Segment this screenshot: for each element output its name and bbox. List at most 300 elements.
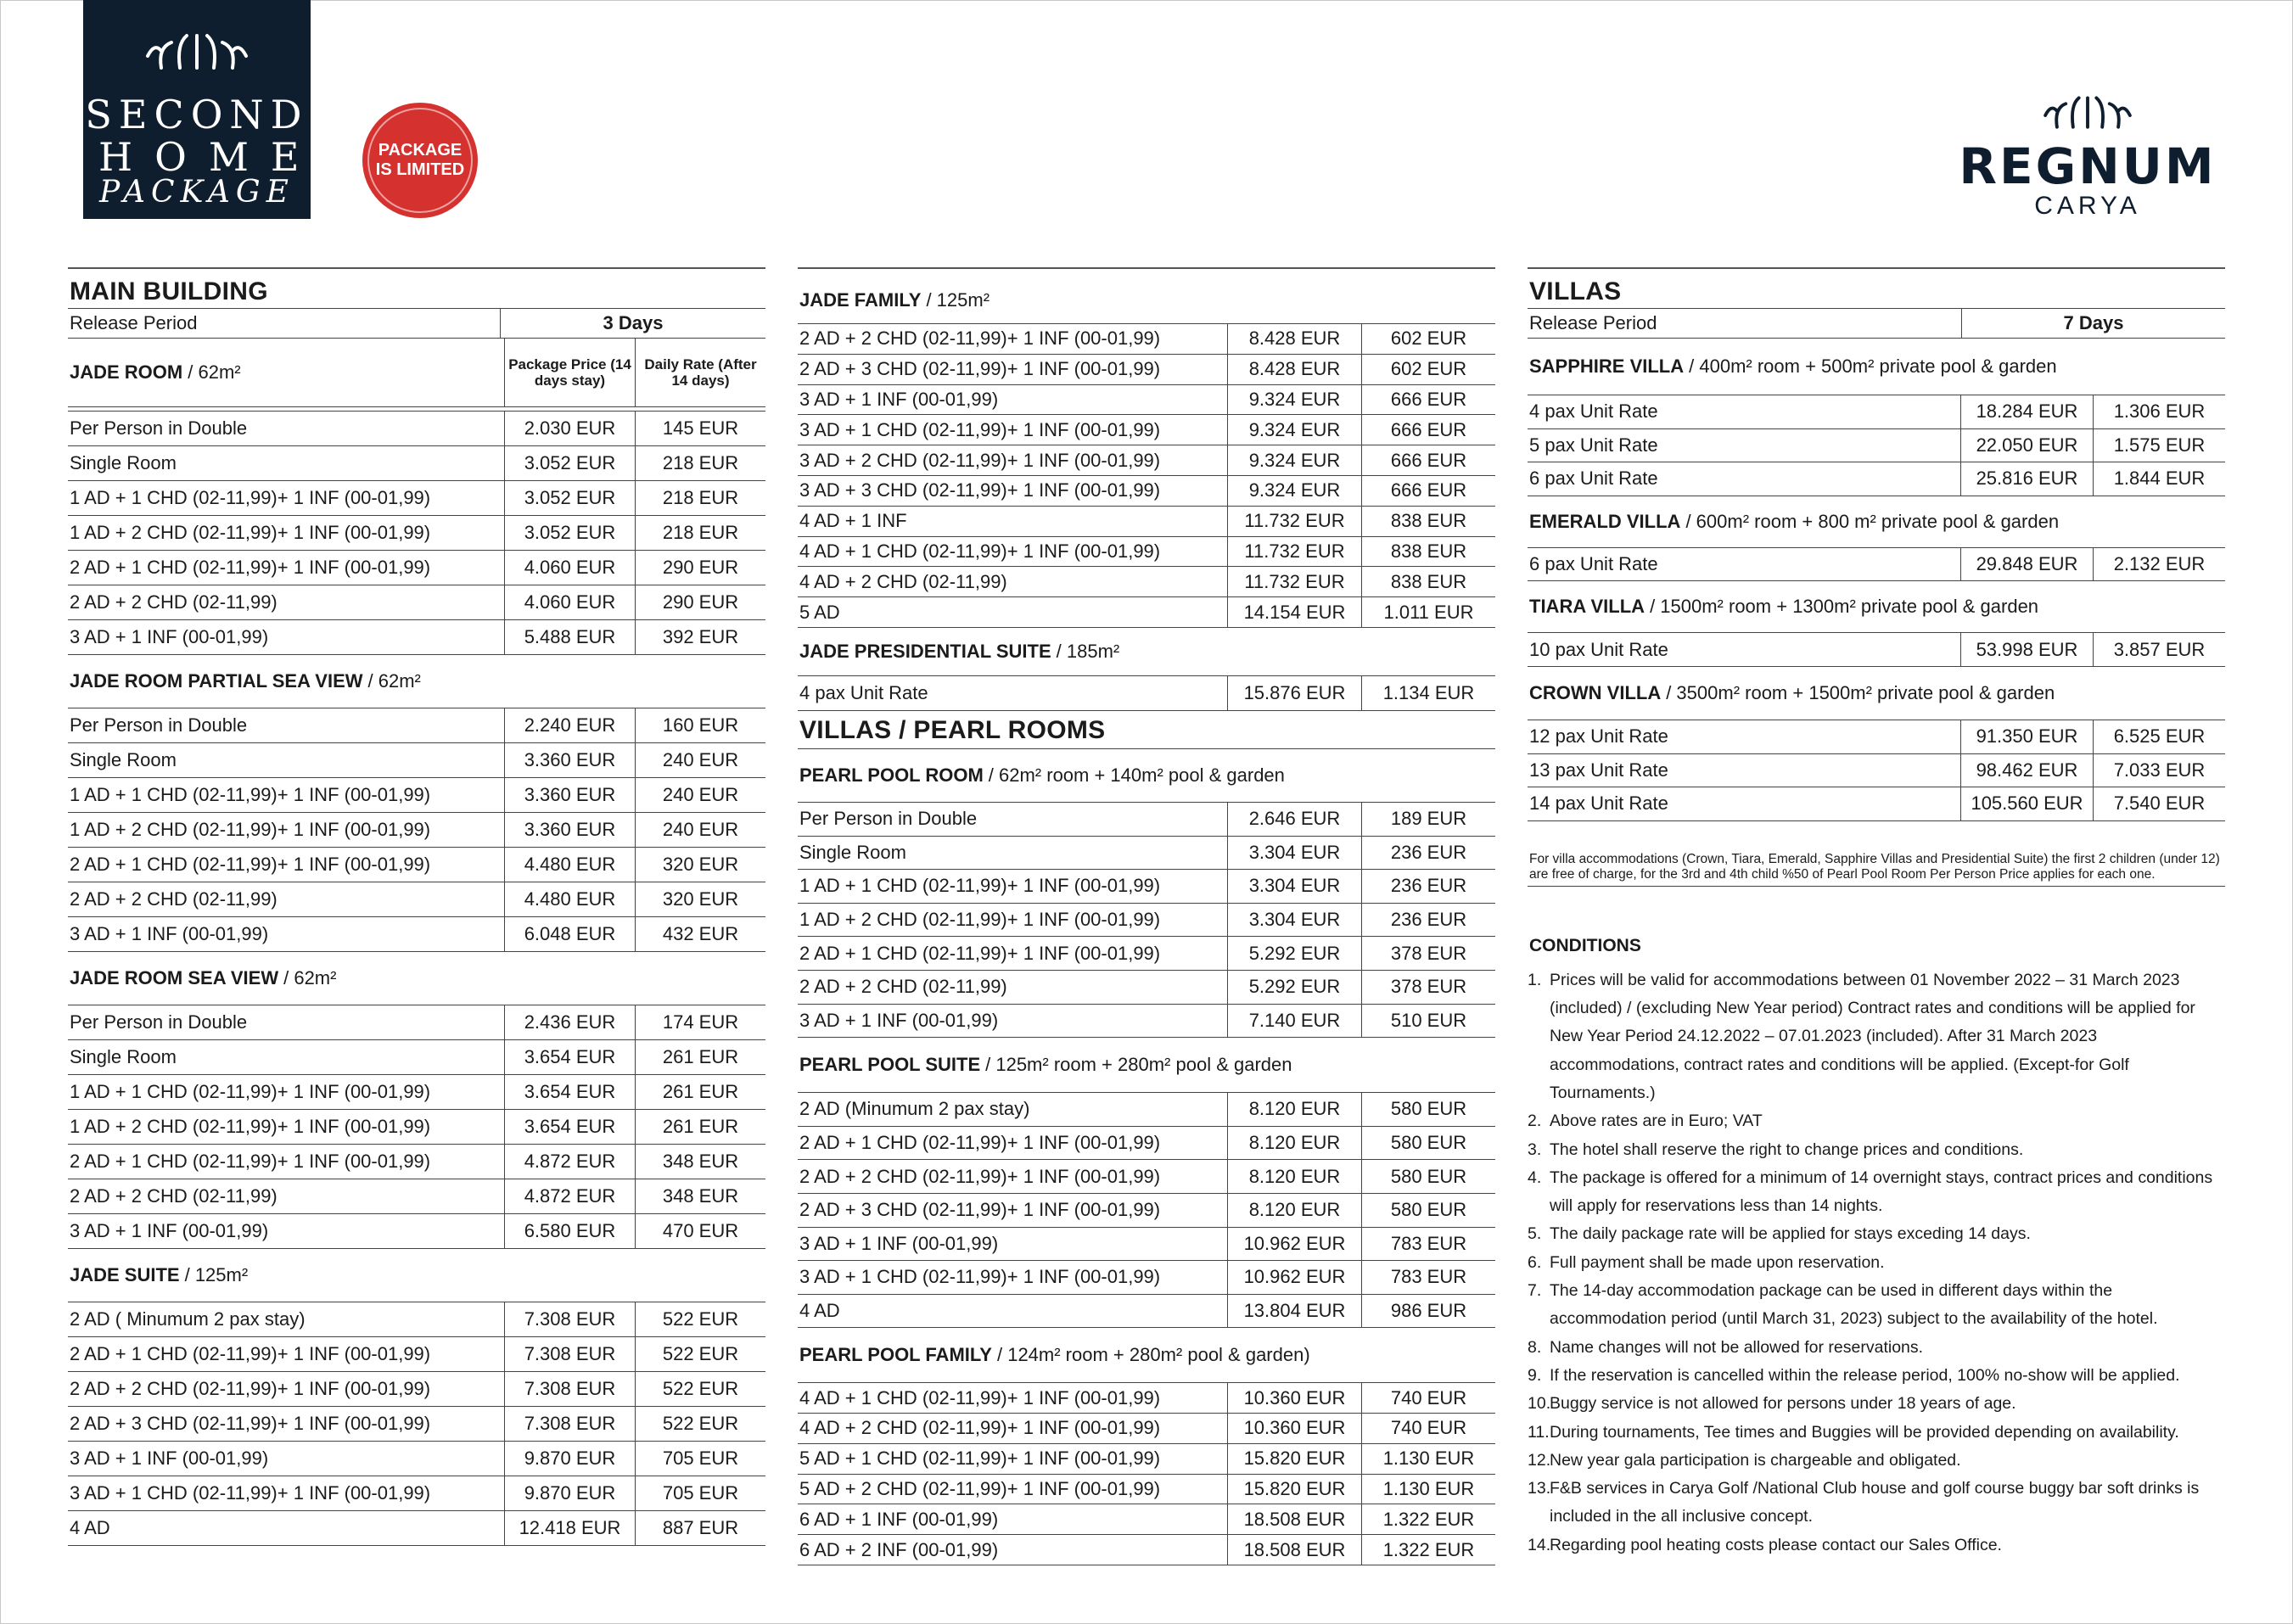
condition-item: 13.F&B services in Carya Golf /National Club house and golf course buggy bar soft drinks is included in the all inclusive concept. xyxy=(1528,1479,2200,1526)
table-row xyxy=(1528,633,2225,667)
package-price-cell: 9.324 EUR xyxy=(1228,445,1362,476)
package-price-cell: 13.804 EUR xyxy=(1228,1294,1362,1328)
table-row xyxy=(68,516,765,551)
daily-rate-cell: 705 EUR xyxy=(636,1442,766,1476)
occupancy-cell: 1 AD + 2 CHD (02-11,99)+ 1 INF (00-01,99) xyxy=(68,1110,505,1145)
package-price-cell: 7.308 EUR xyxy=(505,1337,636,1372)
occupancy-cell: 4 AD + 2 CHD (02-11,99)+ 1 INF (00-01,99) xyxy=(798,1414,1228,1444)
daily-rate-cell: 145 EUR xyxy=(636,412,766,446)
occupancy-cell: 10 pax Unit Rate xyxy=(1528,633,1961,667)
second-home-logo xyxy=(83,0,322,219)
note-text: For villa accommodations (Crown, Tiara, Emerald, Sapphire Villas and Presidential Suite) the first 2 children (under 12) are free of charge, for the 3rd and 4th child %50 of Pearl Pool Room Per Person Price applies for each one. xyxy=(1529,851,2220,882)
package-price-cell: 9.324 EUR xyxy=(1228,415,1362,445)
crown-heading xyxy=(1528,667,2225,720)
table-row xyxy=(798,1093,1495,1127)
condition-text: Prices will be valid for accommodations between 01 November 2022 – 31 March 2023 (included) / (excluding New Year period) Contract rates and conditions will be applied for New Year Period 24.12.2022 – 07.01.2023 (included). After 31 March 2023 accommodations, contract rates and conditions will be applied. (Except-for Golf Tournaments.) xyxy=(1550,970,2195,1102)
daily-rate-cell: 378 EUR xyxy=(1362,937,1496,971)
occupancy-cell: Per Person in Double xyxy=(68,1005,505,1040)
table-row xyxy=(68,620,765,655)
room-type-name: JADE ROOM xyxy=(70,361,183,383)
daily-rate-cell: 522 EUR xyxy=(636,1302,766,1337)
daily-rate-cell: 740 EUR xyxy=(1362,1414,1496,1444)
condition-text: Name changes will not be allowed for reservations. xyxy=(1550,1337,1924,1357)
occupancy-cell: Per Person in Double xyxy=(68,708,505,743)
room-type-name: JADE SUITE xyxy=(70,1264,180,1285)
daily-rate-cell: 602 EUR xyxy=(1362,324,1496,355)
tiara-table xyxy=(1528,632,2225,667)
jade-suite-table xyxy=(68,1302,765,1546)
occupancy-cell: 2 AD + 2 CHD (02-11,99)+ 1 INF (00-01,99) xyxy=(798,1160,1228,1194)
table-row xyxy=(68,1442,765,1476)
villa-children-note xyxy=(1528,821,2225,887)
jade-family-heading xyxy=(798,269,1495,323)
occupancy-cell: Per Person in Double xyxy=(798,802,1228,836)
occupancy-cell: 4 pax Unit Rate xyxy=(1528,395,1961,429)
pearl-pool-family-table xyxy=(798,1382,1495,1565)
package-price-cell: 4.480 EUR xyxy=(505,882,636,917)
condition-item: 4. The package is offered for a minimum of 14 overnight stays, contract prices and conditions will apply for reservations less than 14 nights. xyxy=(1528,1168,2213,1216)
package-price-cell: 22.050 EUR xyxy=(1961,428,2094,462)
daily-rate-cell: 580 EUR xyxy=(1362,1193,1496,1227)
occupancy-cell: 4 AD xyxy=(68,1511,505,1546)
package-price-cell: 8.428 EUR xyxy=(1228,324,1362,355)
package-price-cell: 98.462 EUR xyxy=(1961,753,2094,787)
package-price-cell: 14.154 EUR xyxy=(1228,597,1362,628)
table-row xyxy=(798,1443,1495,1474)
occupancy-cell: Single Room xyxy=(68,446,505,481)
occupancy-cell: 3 AD + 1 INF (00-01,99) xyxy=(68,917,505,952)
jade-partial-heading xyxy=(68,655,765,708)
table-row xyxy=(798,415,1495,445)
condition-item: 14.Regarding pool heating costs please contact our Sales Office. xyxy=(1528,1535,2002,1554)
occupancy-cell: 2 AD + 2 CHD (02-11,99) xyxy=(68,1179,505,1214)
table-row xyxy=(1528,428,2225,462)
daily-rate-cell: 290 EUR xyxy=(636,551,766,585)
villas-column xyxy=(1528,267,2225,1560)
daily-rate-cell: 261 EUR xyxy=(636,1110,766,1145)
daily-rate-cell: 522 EUR xyxy=(636,1337,766,1372)
daily-rate-cell: 470 EUR xyxy=(636,1214,766,1249)
package-price-cell: 105.560 EUR xyxy=(1961,787,2094,821)
table-row xyxy=(68,917,765,952)
room-type-size: / 185m² xyxy=(1056,640,1120,662)
table-row xyxy=(798,836,1495,870)
col-package-price: Package Price (14 days stay) xyxy=(505,339,636,407)
table-row xyxy=(68,813,765,848)
daily-rate-cell: 783 EUR xyxy=(1362,1261,1496,1295)
daily-rate-cell: 522 EUR xyxy=(636,1407,766,1442)
table-row xyxy=(68,1407,765,1442)
occupancy-cell: 4 AD xyxy=(798,1294,1228,1328)
table-row xyxy=(798,1004,1495,1038)
daily-rate-cell: 838 EUR xyxy=(1362,536,1496,567)
table-row xyxy=(1528,395,2225,429)
occupancy-cell: 2 AD + 3 CHD (02-11,99)+ 1 INF (00-01,99) xyxy=(68,1407,505,1442)
daily-rate-cell: 1.322 EUR xyxy=(1362,1535,1496,1565)
package-price-cell: 9.324 EUR xyxy=(1228,475,1362,506)
room-type-size: / 124m² room + 280m² pool & garden) xyxy=(996,1344,1310,1366)
brand-crown-icon xyxy=(2041,93,2134,137)
table-row xyxy=(798,870,1495,904)
table-row xyxy=(798,597,1495,628)
daily-rate-cell: 838 EUR xyxy=(1362,567,1496,597)
condition-item: 6. Full payment shall be made upon reservation. xyxy=(1528,1252,1885,1272)
pearl-pool-room-heading xyxy=(798,749,1495,802)
package-price-cell: 6.048 EUR xyxy=(505,917,636,952)
table-row xyxy=(798,1261,1495,1295)
room-type-name: SAPPHIRE VILLA xyxy=(1529,356,1685,377)
package-price-cell: 7.140 EUR xyxy=(1228,1004,1362,1038)
jade-room-header xyxy=(68,339,765,407)
occupancy-cell: 2 AD + 2 CHD (02-11,99) xyxy=(68,882,505,917)
daily-rate-cell: 666 EUR xyxy=(1362,384,1496,415)
package-price-cell: 7.308 EUR xyxy=(505,1302,636,1337)
table-row xyxy=(68,1511,765,1546)
room-type-size: / 125m² xyxy=(184,1264,249,1285)
room-type-name: PEARL POOL ROOM xyxy=(799,764,984,786)
table-row xyxy=(798,445,1495,476)
logo-line-1: SECOND xyxy=(85,92,309,137)
table-row xyxy=(1528,753,2225,787)
daily-rate-cell: 261 EUR xyxy=(636,1040,766,1075)
daily-rate-cell: 218 EUR xyxy=(636,516,766,551)
table-row xyxy=(798,384,1495,415)
condition-text: New year gala participation is chargeable and obligated. xyxy=(1550,1450,1961,1470)
table-row xyxy=(798,1294,1495,1328)
room-type-size: / 62m² room + 140m² pool & garden xyxy=(988,764,1285,786)
occupancy-cell: 4 AD + 1 CHD (02-11,99)+ 1 INF (00-01,99) xyxy=(798,1383,1228,1414)
room-type-size: / 62m² xyxy=(367,670,421,692)
package-price-cell: 18.508 EUR xyxy=(1228,1535,1362,1565)
condition-item: 3. The hotel shall reserve the right to change prices and conditions. xyxy=(1528,1140,2024,1159)
daily-rate-cell: 740 EUR xyxy=(1362,1383,1496,1414)
logo-line-3: PACKAGE xyxy=(99,175,294,210)
table-row xyxy=(798,937,1495,971)
daily-rate-cell: 320 EUR xyxy=(636,882,766,917)
condition-text: During tournaments, Tee times and Buggies will be provided depending on availability. xyxy=(1550,1422,2179,1442)
daily-rate-cell: 666 EUR xyxy=(1362,445,1496,476)
condition-text: Buggy service is not allowed for persons under 18 years of age. xyxy=(1550,1394,2016,1414)
occupancy-cell: 2 AD + 1 CHD (02-11,99)+ 1 INF (00-01,99) xyxy=(798,1126,1228,1160)
occupancy-cell: 3 AD + 1 CHD (02-11,99)+ 1 INF (00-01,99) xyxy=(798,1261,1228,1295)
occupancy-cell: 4 pax Unit Rate xyxy=(798,675,1228,710)
daily-rate-cell: 2.132 EUR xyxy=(2094,547,2226,581)
pearl-pool-family-heading xyxy=(798,1328,1495,1382)
table-row xyxy=(798,1126,1495,1160)
emerald-table xyxy=(1528,547,2225,582)
occupancy-cell: 5 AD xyxy=(798,597,1228,628)
occupancy-cell: 3 AD + 1 INF (00-01,99) xyxy=(798,1004,1228,1038)
package-price-cell: 10.962 EUR xyxy=(1228,1261,1362,1295)
occupancy-cell: 12 pax Unit Rate xyxy=(1528,720,1961,753)
occupancy-cell: 1 AD + 2 CHD (02-11,99)+ 1 INF (00-01,99) xyxy=(798,903,1228,937)
daily-rate-cell: 838 EUR xyxy=(1362,506,1496,536)
pearl-pool-suite-table xyxy=(798,1092,1495,1328)
condition-text: The daily package rate will be applied for stays exceding 14 days. xyxy=(1550,1224,2031,1244)
package-price-cell: 3.654 EUR xyxy=(505,1075,636,1110)
occupancy-cell: 4 AD + 1 CHD (02-11,99)+ 1 INF (00-01,99) xyxy=(798,536,1228,567)
condition-text: Above rates are in Euro; VAT xyxy=(1550,1112,1763,1131)
table-row xyxy=(68,1075,765,1110)
sapphire-heading xyxy=(1528,339,2225,395)
daily-rate-cell: 236 EUR xyxy=(1362,903,1496,937)
occupancy-cell: 4 AD + 1 INF xyxy=(798,506,1228,536)
room-type-size: / 400m² room + 500m² private pool & garden xyxy=(1689,356,2057,377)
occupancy-cell: 14 pax Unit Rate xyxy=(1528,787,1961,821)
package-price-cell: 11.732 EUR xyxy=(1228,567,1362,597)
daily-rate-cell: 1.575 EUR xyxy=(2094,428,2226,462)
daily-rate-cell: 6.525 EUR xyxy=(2094,720,2226,753)
villas-pearl-title: VILLAS / PEARL ROOMS xyxy=(799,715,1106,744)
table-row xyxy=(68,551,765,585)
conditions-title: CONDITIONS xyxy=(1529,935,1641,955)
table-row xyxy=(798,475,1495,506)
daily-rate-cell: 290 EUR xyxy=(636,585,766,620)
daily-rate-cell: 320 EUR xyxy=(636,848,766,882)
package-price-cell: 15.820 EUR xyxy=(1228,1443,1362,1474)
daily-rate-cell: 522 EUR xyxy=(636,1372,766,1407)
occupancy-cell: 5 AD + 2 CHD (02-11,99)+ 1 INF (00-01,99) xyxy=(798,1474,1228,1504)
table-row xyxy=(68,481,765,516)
table-row xyxy=(68,743,765,778)
occupancy-cell: 3 AD + 1 INF (00-01,99) xyxy=(798,1227,1228,1261)
daily-rate-cell: 348 EUR xyxy=(636,1145,766,1179)
package-price-cell: 2.646 EUR xyxy=(1228,802,1362,836)
table-row xyxy=(1528,462,2225,496)
table-row xyxy=(798,802,1495,836)
package-price-cell: 12.418 EUR xyxy=(505,1511,636,1546)
table-row xyxy=(68,882,765,917)
package-price-cell: 10.360 EUR xyxy=(1228,1414,1362,1444)
crown-table xyxy=(1528,720,2225,821)
daily-rate-cell: 240 EUR xyxy=(636,778,766,813)
occupancy-cell: Single Room xyxy=(798,836,1228,870)
occupancy-cell: 3 AD + 2 CHD (02-11,99)+ 1 INF (00-01,99) xyxy=(798,445,1228,476)
condition-text: The 14-day accommodation package can be used in different days within the accommodation period (until March 31, 2023) subject to the availability of the hotel. xyxy=(1550,1281,2158,1329)
occupancy-cell: 2 AD + 1 CHD (02-11,99)+ 1 INF (00-01,99) xyxy=(68,551,505,585)
condition-item: 5. The daily package rate will be applied for stays exceding 14 days. xyxy=(1528,1224,2031,1244)
occupancy-cell: 1 AD + 1 CHD (02-11,99)+ 1 INF (00-01,99) xyxy=(798,870,1228,904)
occupancy-cell: 2 AD + 1 CHD (02-11,99)+ 1 INF (00-01,99) xyxy=(798,937,1228,971)
package-price-cell: 10.962 EUR xyxy=(1228,1227,1362,1261)
occupancy-cell: 6 AD + 1 INF (00-01,99) xyxy=(798,1504,1228,1535)
jade-suite-heading xyxy=(68,1249,765,1302)
daily-rate-cell: 666 EUR xyxy=(1362,415,1496,445)
package-price-cell: 3.654 EUR xyxy=(505,1040,636,1075)
package-price-cell: 7.308 EUR xyxy=(505,1407,636,1442)
room-type-name: PEARL POOL SUITE xyxy=(799,1054,981,1076)
table-row xyxy=(68,1302,765,1337)
table-row xyxy=(68,708,765,743)
package-price-cell: 3.304 EUR xyxy=(1228,870,1362,904)
pearl-pool-suite-heading xyxy=(798,1038,1495,1092)
package-price-cell: 11.732 EUR xyxy=(1228,536,1362,567)
room-type-name: CROWN VILLA xyxy=(1529,681,1662,703)
daily-rate-cell: 7.033 EUR xyxy=(2094,753,2226,787)
jade-presidential-heading xyxy=(798,628,1495,675)
middle-column xyxy=(798,267,1495,1565)
room-type-name: JADE ROOM PARTIAL SEA VIEW xyxy=(70,670,363,692)
room-type-size: / 600m² room + 800 m² private pool & garden xyxy=(1685,510,2060,532)
table-row xyxy=(798,536,1495,567)
package-price-cell: 29.848 EUR xyxy=(1961,547,2094,581)
package-price-cell: 4.060 EUR xyxy=(505,585,636,620)
package-price-cell: 2.240 EUR xyxy=(505,708,636,743)
daily-rate-cell: 189 EUR xyxy=(1362,802,1496,836)
occupancy-cell: Per Person in Double xyxy=(68,412,505,446)
sapphire-table xyxy=(1528,395,2225,496)
package-price-cell: 25.816 EUR xyxy=(1961,462,2094,496)
pearl-pool-room-table xyxy=(798,802,1495,1038)
occupancy-cell: 5 AD + 1 CHD (02-11,99)+ 1 INF (00-01,99) xyxy=(798,1443,1228,1474)
daily-rate-cell: 580 EUR xyxy=(1362,1093,1496,1127)
logo-line-2: HOME xyxy=(98,134,322,180)
condition-text: F&B services in Carya Golf /National Club house and golf course buggy bar soft drinks is included in the all inclusive concept. xyxy=(1550,1479,2200,1526)
occupancy-cell: 4 AD + 2 CHD (02-11,99) xyxy=(798,567,1228,597)
daily-rate-cell: 240 EUR xyxy=(636,813,766,848)
table-row xyxy=(68,1179,765,1214)
occupancy-cell: 3 AD + 1 INF (00-01,99) xyxy=(68,620,505,655)
condition-item: 12.New year gala participation is chargeable and obligated. xyxy=(1528,1450,1961,1470)
room-type-size: / 125m² xyxy=(926,289,990,311)
package-limited-badge xyxy=(362,103,478,218)
occupancy-cell: 3 AD + 1 INF (00-01,99) xyxy=(68,1442,505,1476)
daily-rate-cell: 3.857 EUR xyxy=(2094,633,2226,667)
occupancy-cell: 2 AD + 3 CHD (02-11,99)+ 1 INF (00-01,99) xyxy=(798,1193,1228,1227)
daily-rate-cell: 218 EUR xyxy=(636,481,766,516)
package-price-cell: 8.120 EUR xyxy=(1228,1093,1362,1127)
room-type-size: / 62m² xyxy=(283,967,337,988)
occupancy-cell: Single Room xyxy=(68,1040,505,1075)
package-price-cell: 53.998 EUR xyxy=(1961,633,2094,667)
table-row xyxy=(68,446,765,481)
package-price-cell: 8.120 EUR xyxy=(1228,1160,1362,1194)
condition-item: 11.During tournaments, Tee times and Buggies will be provided depending on availability. xyxy=(1528,1422,2179,1442)
occupancy-cell: 3 AD + 3 CHD (02-11,99)+ 1 INF (00-01,99) xyxy=(798,475,1228,506)
package-price-cell: 9.324 EUR xyxy=(1228,384,1362,415)
section-title: VILLAS xyxy=(1529,277,1622,305)
table-row xyxy=(798,354,1495,384)
table-row xyxy=(68,1040,765,1075)
daily-rate-cell: 236 EUR xyxy=(1362,836,1496,870)
condition-item: 9. If the reservation is cancelled within the release period, 100% no-show will be applied. xyxy=(1528,1365,2180,1385)
condition-item: 7. The 14-day accommodation package can be used in different days within the accommodation period (until March 31, 2023) subject to the availability of the hotel. xyxy=(1528,1281,2158,1329)
package-price-cell: 3.304 EUR xyxy=(1228,903,1362,937)
table-row xyxy=(798,1383,1495,1414)
release-label: Release Period xyxy=(1528,309,1962,339)
package-price-cell: 3.052 EUR xyxy=(505,481,636,516)
release-label: Release Period xyxy=(68,309,501,339)
daily-rate-cell: 378 EUR xyxy=(1362,970,1496,1004)
package-price-cell: 9.870 EUR xyxy=(505,1476,636,1511)
package-price-cell: 18.284 EUR xyxy=(1961,395,2094,429)
col-daily-rate: Daily Rate (After 14 days) xyxy=(636,339,766,407)
jade-sea-heading xyxy=(68,952,765,1005)
daily-rate-cell: 236 EUR xyxy=(1362,870,1496,904)
daily-rate-cell: 1.844 EUR xyxy=(2094,462,2226,496)
package-price-cell: 5.488 EUR xyxy=(505,620,636,655)
package-price-cell: 5.292 EUR xyxy=(1228,937,1362,971)
package-price-cell: 10.360 EUR xyxy=(1228,1383,1362,1414)
room-type-name: PEARL POOL FAMILY xyxy=(799,1344,992,1366)
table-row xyxy=(798,567,1495,597)
brand-subtitle: CARYA xyxy=(2034,192,2141,220)
package-price-cell: 8.428 EUR xyxy=(1228,354,1362,384)
daily-rate-cell: 1.322 EUR xyxy=(1362,1504,1496,1535)
release-value: 7 Days xyxy=(1962,309,2226,339)
table-row xyxy=(798,1414,1495,1444)
release-value: 3 Days xyxy=(501,309,766,339)
occupancy-cell: 3 AD + 1 INF (00-01,99) xyxy=(68,1214,505,1249)
package-price-cell: 4.480 EUR xyxy=(505,848,636,882)
occupancy-cell: 5 pax Unit Rate xyxy=(1528,428,1961,462)
package-price-cell: 3.052 EUR xyxy=(505,516,636,551)
package-price-cell: 4.872 EUR xyxy=(505,1145,636,1179)
package-price-cell: 11.732 EUR xyxy=(1228,506,1362,536)
room-type-name: JADE FAMILY xyxy=(799,289,922,311)
occupancy-cell: 2 AD + 1 CHD (02-11,99)+ 1 INF (00-01,99) xyxy=(68,1337,505,1372)
jade-presidential-table xyxy=(798,675,1495,711)
daily-rate-cell: 1.134 EUR xyxy=(1362,675,1496,710)
package-price-cell: 18.508 EUR xyxy=(1228,1504,1362,1535)
daily-rate-cell: 666 EUR xyxy=(1362,475,1496,506)
emerald-heading xyxy=(1528,496,2225,547)
jade-room-table xyxy=(68,411,765,655)
occupancy-cell: 2 AD + 2 CHD (02-11,99) xyxy=(798,970,1228,1004)
condition-text: Regarding pool heating costs please contact our Sales Office. xyxy=(1550,1535,2002,1554)
table-row xyxy=(798,903,1495,937)
room-type-name: JADE PRESIDENTIAL SUITE xyxy=(799,640,1051,662)
occupancy-cell: 6 AD + 2 INF (00-01,99) xyxy=(798,1535,1228,1565)
room-type-size: / 125m² room + 280m² pool & garden xyxy=(985,1054,1292,1076)
table-row xyxy=(68,848,765,882)
condition-text: The hotel shall reserve the right to change prices and conditions. xyxy=(1550,1140,2024,1159)
occupancy-cell: 3 AD + 1 CHD (02-11,99)+ 1 INF (00-01,99) xyxy=(798,415,1228,445)
package-price-cell: 15.876 EUR xyxy=(1228,675,1362,710)
badge-line-2: IS LIMITED xyxy=(375,160,465,179)
condition-item: 8. Name changes will not be allowed for reservations. xyxy=(1528,1337,1924,1357)
condition-item: 2. Above rates are in Euro; VAT xyxy=(1528,1112,1763,1131)
jade-family-table xyxy=(798,323,1495,628)
package-price-cell: 7.308 EUR xyxy=(505,1372,636,1407)
table-row xyxy=(68,1145,765,1179)
daily-rate-cell: 432 EUR xyxy=(636,917,766,952)
occupancy-cell: 6 pax Unit Rate xyxy=(1528,462,1961,496)
daily-rate-cell: 1.130 EUR xyxy=(1362,1443,1496,1474)
table-row xyxy=(68,1476,765,1511)
table-row xyxy=(68,412,765,446)
occupancy-cell: 1 AD + 2 CHD (02-11,99)+ 1 INF (00-01,99) xyxy=(68,516,505,551)
table-row xyxy=(798,1227,1495,1261)
daily-rate-cell: 602 EUR xyxy=(1362,354,1496,384)
table-row xyxy=(798,675,1495,710)
table-row xyxy=(798,324,1495,355)
occupancy-cell: 2 AD (Minumum 2 pax stay) xyxy=(798,1093,1228,1127)
occupancy-cell: 6 pax Unit Rate xyxy=(1528,547,1961,581)
occupancy-cell: 2 AD + 2 CHD (02-11,99)+ 1 INF (00-01,99) xyxy=(798,324,1228,355)
daily-rate-cell: 7.540 EUR xyxy=(2094,787,2226,821)
table-row xyxy=(798,970,1495,1004)
table-row xyxy=(68,1214,765,1249)
package-price-cell: 15.820 EUR xyxy=(1228,1474,1362,1504)
table-row xyxy=(798,1474,1495,1504)
daily-rate-cell: 887 EUR xyxy=(636,1511,766,1546)
condition-text: If the reservation is cancelled within the release period, 100% no-show will be applied. xyxy=(1550,1365,2180,1385)
daily-rate-cell: 261 EUR xyxy=(636,1075,766,1110)
daily-rate-cell: 783 EUR xyxy=(1362,1227,1496,1261)
occupancy-cell: 2 AD + 2 CHD (02-11,99) xyxy=(68,585,505,620)
room-type-name: TIARA VILLA xyxy=(1529,596,1645,618)
